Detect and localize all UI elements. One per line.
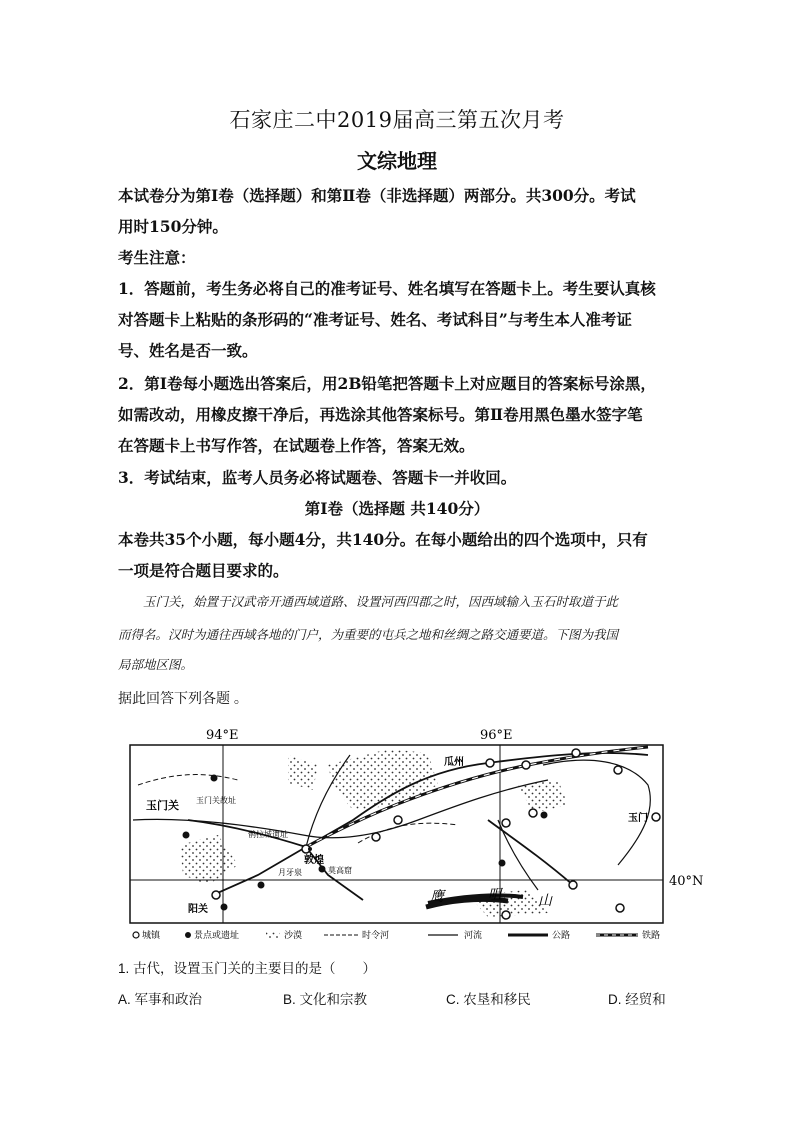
town-marker <box>529 809 537 817</box>
site-marker <box>541 812 548 819</box>
section-title: 第Ⅰ卷（选择题 共140分） <box>304 499 490 518</box>
question-1-option-c[interactable]: C. 农垦和移民 <box>446 992 531 1007</box>
label-mogaoku: 莫高窟 <box>328 866 352 875</box>
legend-site: 景点或遗址 <box>194 931 240 941</box>
site-marker <box>499 860 506 867</box>
instruction: 据此回答下列各题 。 <box>118 690 248 706</box>
map-legend <box>133 929 660 941</box>
legend-railway: 铁路 <box>642 931 661 941</box>
town-marker <box>614 766 622 774</box>
town-marker <box>652 813 660 821</box>
desert-area <box>288 755 318 790</box>
legend-town-icon <box>133 932 139 938</box>
town-marker <box>486 759 494 767</box>
question-1-stem: 1. 古代，设置玉门关的主要目的是（ ） <box>118 961 377 976</box>
notice-item-2-line-1: 2．第Ⅰ卷每小题选出答案后，用2B铅笔把答题卡上对应题目的答案标号涂黑， <box>118 374 656 393</box>
legend-river: 河流 <box>464 931 483 941</box>
notice-item-2-line-2: 如需改动，用橡皮擦干净后，再选涂其他答案标号。第Ⅱ卷用黑色墨水签字笔 <box>118 405 643 424</box>
legend-desert: 沙漠 <box>284 931 303 941</box>
town-marker <box>212 891 220 899</box>
site-marker <box>211 775 218 782</box>
regional-map <box>128 725 704 941</box>
town-marker <box>569 881 577 889</box>
lat-label-40n: 40°N <box>669 874 704 889</box>
site-marker <box>183 832 190 839</box>
label-guazhou: 瓜州 <box>444 757 464 768</box>
town-marker <box>616 904 624 912</box>
town-marker <box>502 911 510 919</box>
page-title: 石家庄二中2019届高三第五次月考 <box>229 108 565 132</box>
section-desc-line-1: 本卷共35个小题，每小题4分，共140分。在每小题给出的四个选项中，只有 <box>118 530 648 549</box>
label-yumen: 玉门 <box>628 813 648 824</box>
label-dunhuang: 敦煌 <box>304 855 324 866</box>
legend-road: 公路 <box>552 931 571 941</box>
label-yangguan: 阳关 <box>188 904 208 915</box>
notice-item-1-line-1: 1．答题前，考生务必将自己的准考证号、姓名填写在答题卡上。考生要认真核 <box>118 279 656 298</box>
site-marker <box>319 866 326 873</box>
town-marker <box>572 749 580 757</box>
label-yumenguan-site: 玉门关故址 <box>196 796 236 805</box>
passage-line-3: 局部地区图。 <box>118 657 194 672</box>
question-1-option-b[interactable]: B. 文化和宗教 <box>283 992 368 1007</box>
label-yueyaquan: 月牙泉 <box>278 868 302 877</box>
page-subtitle: 文综地理 <box>357 149 437 173</box>
legend-town: 城镇 <box>142 931 161 941</box>
label-ancient-city: 鹘拉城遗址 <box>248 830 288 839</box>
town-marker <box>394 816 402 824</box>
label-yumenguan: 玉门关 <box>146 799 179 812</box>
label-mountain-1: 鹰 <box>430 889 444 905</box>
road <box>488 820 573 885</box>
label-mountain-2: 咀 <box>488 887 502 903</box>
site-marker <box>258 882 265 889</box>
passage-line-2: 而得名。汉时为通往西域各地的门户，为重要的屯兵之地和丝绸之路交通要道。下图为我国 <box>118 627 619 642</box>
lon-label-94e: 94°E <box>206 728 239 743</box>
notice-item-3: 3．考试结束，监考人员务必将试题卷、答题卡一并收回。 <box>118 468 517 487</box>
notice-item-2-line-3: 在答题卡上书写作答，在试题卷上作答，答案无效。 <box>118 436 475 455</box>
site-marker <box>221 904 228 911</box>
town-marker <box>372 833 380 841</box>
section-desc-line-2: 一项是符合题目要求的。 <box>118 561 289 580</box>
town-marker <box>522 761 530 769</box>
notice-item-1-line-2: 对答题卡上粘贴的条形码的“准考证号、姓名、考试科目”与考生本人准考证 <box>118 310 632 329</box>
passage-line-1: 玉门关，始置于汉武帝开通西域道路、设置河西四郡之时，因西域输入玉石时取道于此 <box>143 594 619 609</box>
desert-area <box>180 835 238 885</box>
notice-heading: 考生注意： <box>118 248 196 267</box>
notice-item-1-line-3: 号、姓名是否一致。 <box>118 341 258 360</box>
question-1-option-a[interactable]: A. 军事和政治 <box>118 992 203 1007</box>
legend-seasonal-river: 时令河 <box>362 931 390 941</box>
legend-desert-icon <box>266 931 280 939</box>
town-marker <box>502 819 510 827</box>
question-1-option-d[interactable]: D. 经贸和 <box>608 992 666 1007</box>
intro-line-1: 本试卷分为第Ⅰ卷（选择题）和第Ⅱ卷（非选择题）两部分。共300分。考试 <box>118 186 636 205</box>
lon-label-96e: 96°E <box>480 728 513 743</box>
label-mountain-3: 山 <box>538 893 552 909</box>
legend-site-icon <box>185 932 191 938</box>
intro-line-2: 用时150分钟。 <box>118 217 228 236</box>
site-marker <box>308 847 312 851</box>
